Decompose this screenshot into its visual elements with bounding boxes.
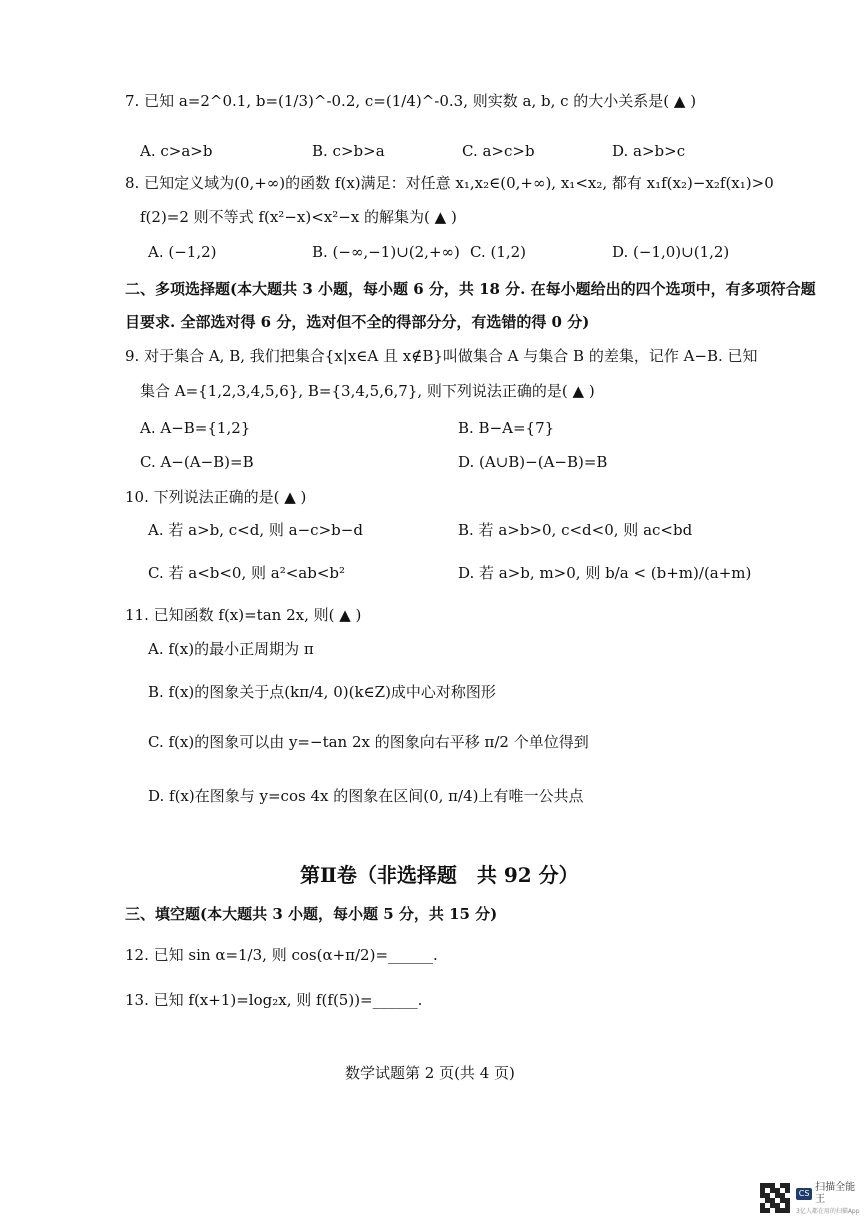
- q7-option-a: A. c>a>b: [140, 142, 213, 160]
- section2-heading-line2: 目要求. 全部选对得 6 分，选对但不全的得部分分，有选错的得 0 分): [125, 313, 590, 331]
- q10-option-a: A. 若 a>b, c<d, 则 a−c>b−d: [148, 521, 363, 539]
- q9-stem-line2: 集合 A={1,2,3,4,5,6}, B={3,4,5,6,7}, 则下列说法正确的是( ▲ ): [140, 382, 595, 400]
- q11-stem: 11. 已知函数 f(x)=tan 2x, 则( ▲ ): [125, 606, 362, 624]
- q8-stem-line1: 8. 已知定义域为(0,+∞)的函数 f(x)满足：对任意 x₁,x₂∈(0,+∞), x₁<x₂, 都有 x₁f(x₂)−x₂f(x₁)>0: [125, 174, 774, 192]
- scanner-tagline: 3亿人都在用的扫描App: [796, 1207, 860, 1215]
- q8-stem-line2: f(2)=2 则不等式 f(x²−x)<x²−x 的解集为( ▲ ): [140, 208, 457, 226]
- q7-option-b: B. c>b>a: [312, 142, 385, 160]
- q9-option-b: B. B−A={7}: [458, 419, 555, 437]
- q7-option-d: D. a>b>c: [612, 142, 686, 160]
- q11-option-d: D. f(x)在图象与 y=cos 4x 的图象在区间(0, π/4)上有唯一公共点: [148, 787, 584, 805]
- q9-option-c: C. A−(A−B)=B: [140, 453, 254, 471]
- part2-title: 第Ⅱ卷（非选择题 共 92 分）: [300, 863, 579, 887]
- q12-stem: 12. 已知 sin α=1/3, 则 cos(α+π/2)=______.: [125, 946, 438, 964]
- q10-stem: 10. 下列说法正确的是( ▲ ): [125, 488, 307, 506]
- q10-option-b: B. 若 a>b>0, c<d<0, 则 ac<bd: [458, 521, 693, 539]
- q9-option-d: D. (A∪B)−(A−B)=B: [458, 453, 608, 471]
- q8-option-d: D. (−1,0)∪(1,2): [612, 243, 730, 261]
- q7-stem: 7. 已知 a=2^0.1, b=(1/3)^-0.2, c=(1/4)^-0.3, 则实数 a, b, c 的大小关系是( ▲ ): [125, 92, 697, 110]
- scanner-brand-name: 扫描全能王: [815, 1181, 856, 1205]
- section3-heading: 三、填空题(本大题共 3 小题，每小题 5 分，共 15 分): [125, 905, 498, 923]
- camscanner-logo-icon: CS: [796, 1188, 812, 1200]
- q10-option-c: C. 若 a<b<0, 则 a²<ab<b²: [148, 564, 346, 582]
- q10-option-d: D. 若 a>b, m>0, 则 b/a < (b+m)/(a+m): [458, 564, 752, 582]
- q13-stem: 13. 已知 f(x+1)=log₂x, 则 f(f(5))=______.: [125, 991, 423, 1009]
- q11-option-c: C. f(x)的图象可以由 y=−tan 2x 的图象向右平移 π/2 个单位得到: [148, 733, 589, 751]
- section2-heading-line1: 二、多项选择题(本大题共 3 小题，每小题 6 分，共 18 分. 在每小题给出的四个选项中，有多项符合题: [125, 280, 816, 298]
- q8-option-b: B. (−∞,−1)∪(2,+∞): [312, 243, 460, 261]
- q11-option-a: A. f(x)的最小正周期为 π: [148, 640, 314, 658]
- q9-stem-line1: 9. 对于集合 A, B, 我们把集合{x|x∈A 且 x∉B}叫做集合 A 与集合 B 的差集，记作 A−B. 已知: [125, 347, 758, 365]
- q7-option-c: C. a>c>b: [462, 142, 535, 160]
- qr-code-icon: [760, 1183, 790, 1213]
- q8-option-a: A. (−1,2): [148, 243, 217, 261]
- scanner-watermark: [760, 1180, 860, 1216]
- q11-option-b: B. f(x)的图象关于点(kπ/4, 0)(k∈Z)成中心对称图形: [148, 683, 496, 701]
- q8-option-c: C. (1,2): [470, 243, 527, 261]
- page-footer: 数学试题第 2 页(共 4 页): [345, 1064, 515, 1082]
- q9-option-a: A. A−B={1,2}: [140, 419, 251, 437]
